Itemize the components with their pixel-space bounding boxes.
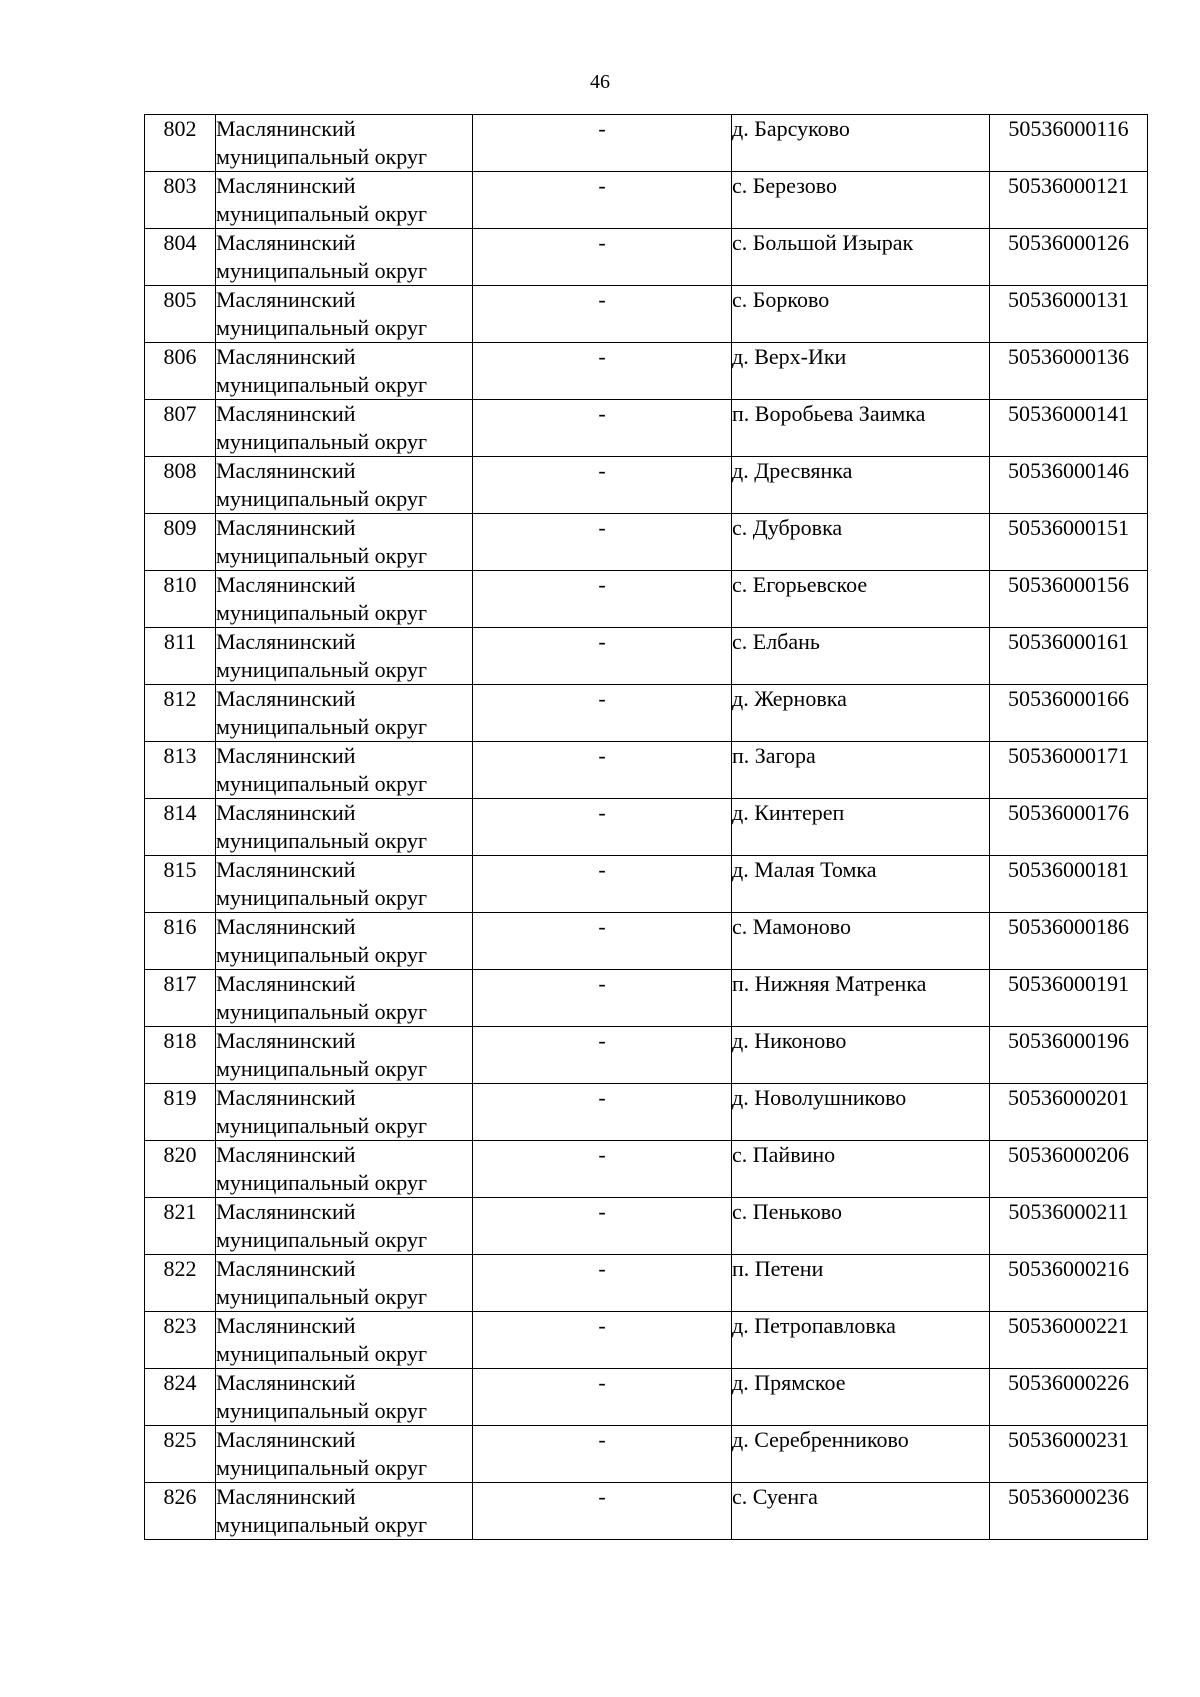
locality-cell: с. Елбань — [732, 628, 990, 685]
oktmo-code-cell: 50536000171 — [990, 742, 1148, 799]
municipal-okrug-name: Маслянинский — [216, 401, 356, 426]
row-number-cell: 825 — [145, 1426, 216, 1483]
municipal-okrug-type: муниципальный округ — [216, 1227, 428, 1252]
locality-cell: с. Мамоново — [732, 913, 990, 970]
locality-cell: с. Березово — [732, 172, 990, 229]
row-number-cell: 802 — [145, 115, 216, 172]
registry-table — [144, 114, 1148, 1540]
municipal-okrug-name: Маслянинский — [216, 971, 356, 996]
municipal-okrug-name: Маслянинский — [216, 515, 356, 540]
municipal-okrug-type: муниципальный округ — [216, 999, 428, 1024]
municipal-okrug-type: муниципальный округ — [216, 1398, 428, 1423]
locality-cell: с. Большой Изырак — [732, 229, 990, 286]
municipal-okrug-type: муниципальный округ — [216, 1455, 428, 1480]
municipal-okrug-cell — [216, 286, 473, 343]
municipal-okrug-name: Маслянинский — [216, 1313, 356, 1338]
municipal-okrug-name: Маслянинский — [216, 458, 356, 483]
settlement-cell: - — [473, 514, 732, 571]
municipal-okrug-type: муниципальный округ — [216, 1113, 428, 1138]
municipal-okrug-cell — [216, 1027, 473, 1084]
oktmo-code-cell: 50536000186 — [990, 913, 1148, 970]
table-row — [145, 1483, 1148, 1540]
municipal-okrug-type: муниципальный округ — [216, 201, 428, 226]
oktmo-code-cell: 50536000121 — [990, 172, 1148, 229]
row-number-cell: 816 — [145, 913, 216, 970]
locality-cell: с. Суенга — [732, 1483, 990, 1540]
municipal-okrug-type: муниципальный округ — [216, 315, 428, 340]
table-row — [145, 1027, 1148, 1084]
municipal-okrug-cell — [216, 742, 473, 799]
locality-cell: с. Пайвино — [732, 1141, 990, 1198]
municipal-okrug-cell — [216, 970, 473, 1027]
municipal-okrug-name: Маслянинский — [216, 1199, 356, 1224]
municipal-okrug-cell — [216, 1198, 473, 1255]
oktmo-code-cell: 50536000161 — [990, 628, 1148, 685]
municipal-okrug-cell — [216, 913, 473, 970]
row-number-cell: 826 — [145, 1483, 216, 1540]
oktmo-code-cell: 50536000141 — [990, 400, 1148, 457]
settlement-cell: - — [473, 1369, 732, 1426]
oktmo-code-cell: 50536000156 — [990, 571, 1148, 628]
settlement-cell: - — [473, 799, 732, 856]
table-row — [145, 799, 1148, 856]
table-row — [145, 742, 1148, 799]
municipal-okrug-type: муниципальный округ — [216, 1284, 428, 1309]
table-row — [145, 457, 1148, 514]
municipal-okrug-name: Маслянинский — [216, 686, 356, 711]
oktmo-code-cell: 50536000236 — [990, 1483, 1148, 1540]
row-number-cell: 822 — [145, 1255, 216, 1312]
municipal-okrug-name: Маслянинский — [216, 1484, 356, 1509]
municipal-okrug-name: Маслянинский — [216, 287, 356, 312]
registry-table-body — [145, 115, 1148, 1540]
settlement-cell: - — [473, 400, 732, 457]
locality-cell: с. Дубровка — [732, 514, 990, 571]
locality-cell: д. Верх-Ики — [732, 343, 990, 400]
table-row — [145, 685, 1148, 742]
municipal-okrug-name: Маслянинский — [216, 1370, 356, 1395]
table-row — [145, 571, 1148, 628]
locality-cell: д. Жерновка — [732, 685, 990, 742]
municipal-okrug-cell — [216, 457, 473, 514]
row-number-cell: 811 — [145, 628, 216, 685]
page-number: 46 — [590, 71, 610, 93]
municipal-okrug-type: муниципальный округ — [216, 372, 428, 397]
row-number-cell: 805 — [145, 286, 216, 343]
municipal-okrug-cell — [216, 856, 473, 913]
locality-cell: д. Барсуково — [732, 115, 990, 172]
locality-cell: д. Серебренниково — [732, 1426, 990, 1483]
municipal-okrug-type: муниципальный округ — [216, 543, 428, 568]
municipal-okrug-type: муниципальный округ — [216, 486, 428, 511]
settlement-cell: - — [473, 229, 732, 286]
municipal-okrug-cell — [216, 571, 473, 628]
row-number-cell: 806 — [145, 343, 216, 400]
settlement-cell: - — [473, 628, 732, 685]
settlement-cell: - — [473, 1426, 732, 1483]
locality-cell: с. Пеньково — [732, 1198, 990, 1255]
row-number-cell: 812 — [145, 685, 216, 742]
locality-cell: д. Петропавловка — [732, 1312, 990, 1369]
municipal-okrug-cell — [216, 400, 473, 457]
settlement-cell: - — [473, 1027, 732, 1084]
oktmo-code-cell: 50536000216 — [990, 1255, 1148, 1312]
municipal-okrug-name: Маслянинский — [216, 914, 356, 939]
table-row — [145, 1084, 1148, 1141]
municipal-okrug-name: Маслянинский — [216, 173, 356, 198]
table-row — [145, 400, 1148, 457]
row-number-cell: 808 — [145, 457, 216, 514]
municipal-okrug-type: муниципальный округ — [216, 771, 428, 796]
settlement-cell: - — [473, 1312, 732, 1369]
row-number-cell: 819 — [145, 1084, 216, 1141]
settlement-cell: - — [473, 343, 732, 400]
row-number-cell: 818 — [145, 1027, 216, 1084]
municipal-okrug-type: муниципальный округ — [216, 600, 428, 625]
row-number-cell: 823 — [145, 1312, 216, 1369]
oktmo-code-cell: 50536000231 — [990, 1426, 1148, 1483]
oktmo-code-cell: 50536000201 — [990, 1084, 1148, 1141]
municipal-okrug-type: муниципальный округ — [216, 885, 428, 910]
oktmo-code-cell: 50536000196 — [990, 1027, 1148, 1084]
oktmo-code-cell: 50536000191 — [990, 970, 1148, 1027]
municipal-okrug-cell — [216, 1426, 473, 1483]
settlement-cell: - — [473, 742, 732, 799]
municipal-okrug-cell — [216, 1369, 473, 1426]
table-row — [145, 1198, 1148, 1255]
locality-cell: д. Новолушниково — [732, 1084, 990, 1141]
settlement-cell: - — [473, 286, 732, 343]
settlement-cell: - — [473, 970, 732, 1027]
municipal-okrug-cell — [216, 115, 473, 172]
row-number-cell: 815 — [145, 856, 216, 913]
locality-cell: д. Кинтереп — [732, 799, 990, 856]
municipal-okrug-cell — [216, 685, 473, 742]
oktmo-code-cell: 50536000226 — [990, 1369, 1148, 1426]
oktmo-code-cell: 50536000151 — [990, 514, 1148, 571]
oktmo-code-cell: 50536000166 — [990, 685, 1148, 742]
municipal-okrug-name: Маслянинский — [216, 572, 356, 597]
settlement-cell: - — [473, 1198, 732, 1255]
municipal-okrug-type: муниципальный округ — [216, 657, 428, 682]
municipal-okrug-name: Маслянинский — [216, 857, 356, 882]
settlement-cell: - — [473, 685, 732, 742]
municipal-okrug-name: Маслянинский — [216, 116, 356, 141]
table-row — [145, 1369, 1148, 1426]
row-number-cell: 821 — [145, 1198, 216, 1255]
row-number-cell: 817 — [145, 970, 216, 1027]
oktmo-code-cell: 50536000126 — [990, 229, 1148, 286]
oktmo-code-cell: 50536000136 — [990, 343, 1148, 400]
municipal-okrug-type: муниципальный округ — [216, 828, 428, 853]
row-number-cell: 807 — [145, 400, 216, 457]
oktmo-code-cell: 50536000146 — [990, 457, 1148, 514]
municipal-okrug-cell — [216, 514, 473, 571]
table-row — [145, 514, 1148, 571]
municipal-okrug-cell — [216, 799, 473, 856]
oktmo-code-cell: 50536000221 — [990, 1312, 1148, 1369]
municipal-okrug-name: Маслянинский — [216, 1427, 356, 1452]
locality-cell: п. Воробьева Заимка — [732, 400, 990, 457]
settlement-cell: - — [473, 115, 732, 172]
oktmo-code-cell: 50536000181 — [990, 856, 1148, 913]
row-number-cell: 803 — [145, 172, 216, 229]
oktmo-code-cell: 50536000206 — [990, 1141, 1148, 1198]
municipal-okrug-name: Маслянинский — [216, 344, 356, 369]
settlement-cell: - — [473, 1084, 732, 1141]
row-number-cell: 804 — [145, 229, 216, 286]
municipal-okrug-name: Маслянинский — [216, 230, 356, 255]
table-row — [145, 1312, 1148, 1369]
table-row — [145, 229, 1148, 286]
locality-cell: д. Никоново — [732, 1027, 990, 1084]
settlement-cell: - — [473, 913, 732, 970]
locality-cell: п. Загора — [732, 742, 990, 799]
municipal-okrug-name: Маслянинский — [216, 1028, 356, 1053]
municipal-okrug-type: муниципальный округ — [216, 714, 428, 739]
table-row — [145, 970, 1148, 1027]
table-row — [145, 1255, 1148, 1312]
municipal-okrug-cell — [216, 1084, 473, 1141]
table-row — [145, 172, 1148, 229]
settlement-cell: - — [473, 1141, 732, 1198]
table-row — [145, 856, 1148, 913]
oktmo-code-cell: 50536000116 — [990, 115, 1148, 172]
municipal-okrug-type: муниципальный округ — [216, 1170, 428, 1195]
settlement-cell: - — [473, 1483, 732, 1540]
row-number-cell: 813 — [145, 742, 216, 799]
table-row — [145, 286, 1148, 343]
municipal-okrug-name: Маслянинский — [216, 1142, 356, 1167]
locality-cell: д. Дресвянка — [732, 457, 990, 514]
locality-cell: д. Прямское — [732, 1369, 990, 1426]
municipal-okrug-name: Маслянинский — [216, 800, 356, 825]
municipal-okrug-cell — [216, 229, 473, 286]
municipal-okrug-cell — [216, 1312, 473, 1369]
table-row — [145, 1141, 1148, 1198]
municipal-okrug-type: муниципальный округ — [216, 144, 428, 169]
municipal-okrug-name: Маслянинский — [216, 1085, 356, 1110]
municipal-okrug-cell — [216, 343, 473, 400]
municipal-okrug-type: муниципальный округ — [216, 942, 428, 967]
municipal-okrug-cell — [216, 628, 473, 685]
locality-cell: п. Нижняя Матренка — [732, 970, 990, 1027]
municipal-okrug-cell — [216, 1255, 473, 1312]
row-number-cell: 814 — [145, 799, 216, 856]
locality-cell: д. Малая Томка — [732, 856, 990, 913]
municipal-okrug-cell — [216, 1483, 473, 1540]
municipal-okrug-type: муниципальный округ — [216, 258, 428, 283]
table-row — [145, 343, 1148, 400]
municipal-okrug-type: муниципальный округ — [216, 1341, 428, 1366]
settlement-cell: - — [473, 856, 732, 913]
municipal-okrug-type: муниципальный округ — [216, 429, 428, 454]
oktmo-code-cell: 50536000176 — [990, 799, 1148, 856]
oktmo-code-cell: 50536000211 — [990, 1198, 1148, 1255]
municipal-okrug-name: Маслянинский — [216, 629, 356, 654]
settlement-cell: - — [473, 1255, 732, 1312]
settlement-cell: - — [473, 457, 732, 514]
locality-cell: с. Борково — [732, 286, 990, 343]
row-number-cell: 809 — [145, 514, 216, 571]
table-row — [145, 913, 1148, 970]
municipal-okrug-name: Маслянинский — [216, 1256, 356, 1281]
row-number-cell: 820 — [145, 1141, 216, 1198]
locality-cell: п. Петени — [732, 1255, 990, 1312]
municipal-okrug-type: муниципальный округ — [216, 1512, 428, 1537]
municipal-okrug-type: муниципальный округ — [216, 1056, 428, 1081]
row-number-cell: 810 — [145, 571, 216, 628]
settlement-cell: - — [473, 571, 732, 628]
table-row — [145, 1426, 1148, 1483]
table-row — [145, 628, 1148, 685]
municipal-okrug-cell — [216, 172, 473, 229]
locality-cell: с. Егорьевское — [732, 571, 990, 628]
table-row — [145, 115, 1148, 172]
oktmo-code-cell: 50536000131 — [990, 286, 1148, 343]
row-number-cell: 824 — [145, 1369, 216, 1426]
settlement-cell: - — [473, 172, 732, 229]
municipal-okrug-cell — [216, 1141, 473, 1198]
municipal-okrug-name: Маслянинский — [216, 743, 356, 768]
